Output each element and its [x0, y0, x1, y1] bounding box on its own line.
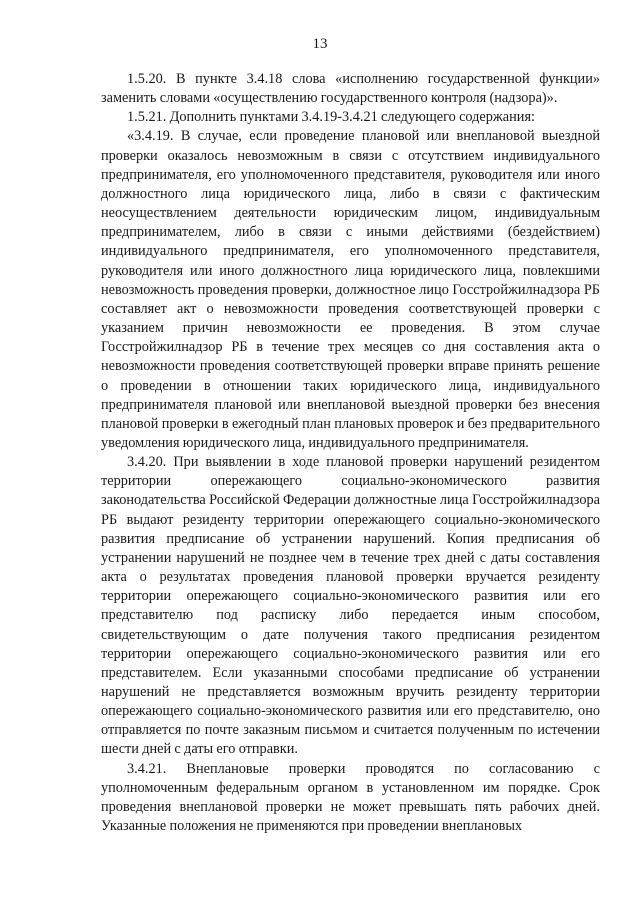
page-number: 13	[312, 36, 328, 52]
paragraph-1-5-20: 1.5.20. В пункте 3.4.18 слова «исполнению государственной функции» заменить словами «осуществлению государственного контроля (надзора)».	[101, 71, 600, 107]
document-body	[101, 70, 600, 836]
paragraph-1-5-21: 1.5.21. Дополнить пунктами 3.4.19-3.4.21 следующего содержания:	[127, 109, 535, 126]
paragraph-3-4-21: 3.4.21. Внеплановые проверки проводятся по согласованию с уполномоченным федеральным органом в установленном им порядке. Срок проведения внеплановой проверки не может превышать пять рабочих дней. Указанные положения не применяются при проведении внеплановых	[101, 760, 600, 835]
paragraph-3-4-19: «3.4.19. В случае, если проведение плановой или внеплановой выездной проверки оказалось невозможным в связи с отсутствием индивидуального предпринимателя, его уполномоченного представителя, руководителя или иного должностного лица юридического лица, либо в связи с фактическим неосуществлением деятельности юридическим лицом, индивидуальным предпринимателем, либо в связи с иными действиями (бездействием) индивидуального предпринимателя, его уполномоченного представителя, руководителя или иного должностного лица юридического лица, повлекшими невозможность проведения проверки, должностное лицо Госстройжилнадзора РБ составляет акт о невозможности проведения соответствующей проверки с указанием причин невозможности ее проведения. В этом случае Госстройжилнадзор РБ в течение трех месяцев со дня составления акта о невозможности проведения соответствующей проверки вправе принять решение о проведении в отношении таких юридического лица, индивидуального предпринимателя плановой или внеплановой выездной проверки без внесения плановой проверки в ежегодный план плановых проверок и без предварительного уведомления юридического лица, индивидуального предпринимателя.	[101, 128, 600, 451]
paragraph-3-4-20: 3.4.20. При выявлении в ходе плановой проверки нарушений резидентом территории опережающего социально-экономического развития законодательства Российской Федерации должностные лица Госстройжилнадзора РБ выдают резиденту территории опережающего социально-экономического развития предписание об устранении нарушений. Копия предписания об устранении нарушений не позднее чем в течение трех дней с даты составления акта о результатах проведения плановой проверки вручается резиденту территории опережающего социально-экономического развития или его представителю под расписку либо передается иным способом, свидетельствующим о дате получения такого предписания резидентом территории опережающего социально-экономического развития или его представителем. Если указанными способами предписание об устранении нарушений не представляется возможным вручить резиденту территории опережающего социально-экономического развития или его представителю, оно отправляется по почте заказным письмом и считается полученным по истечении шести дней с даты его отправки.	[101, 454, 600, 758]
